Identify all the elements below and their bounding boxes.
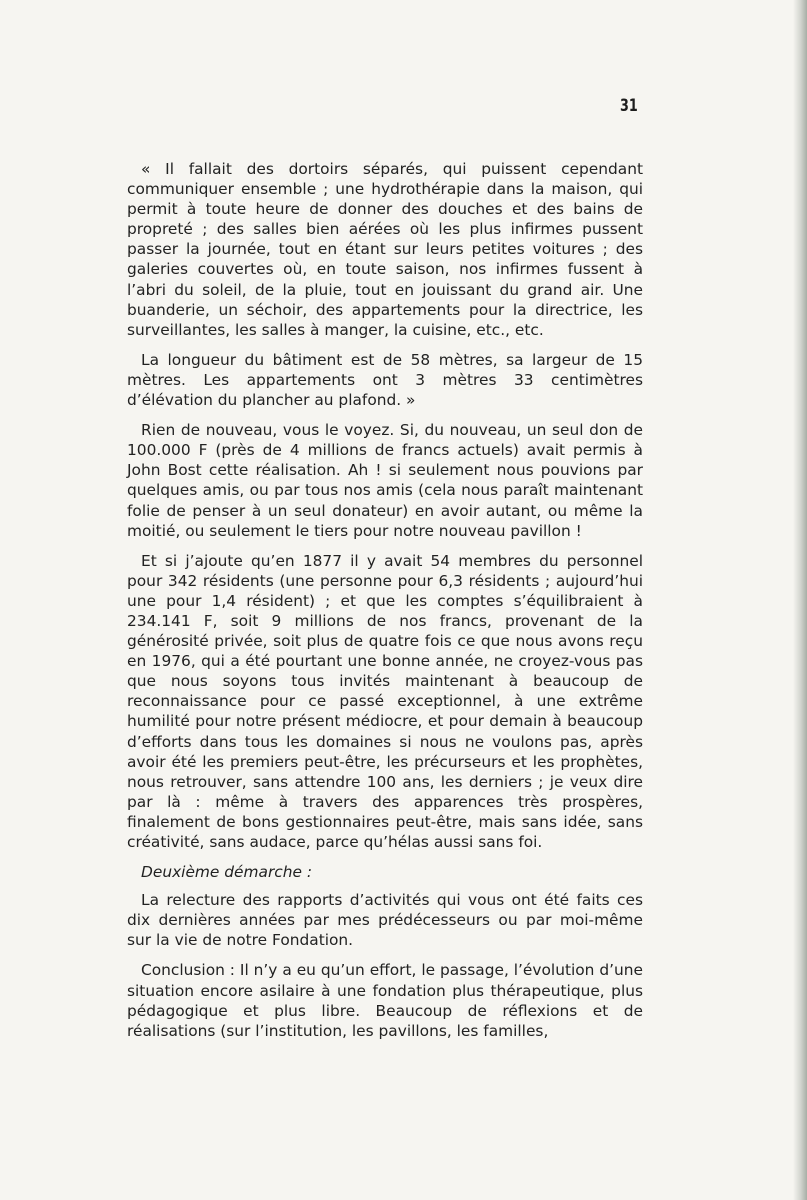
page-edge-shadow	[793, 0, 807, 1200]
paragraph-staff-and-accounts: Et si j’ajoute qu’en 1877 il y avait 54 membres du personnel pour 342 résidents (une personne pour 6,3 résidents ; aujourd’hui une pour 1,4 résident) ; et que les comptes s’équilibraient à 234.141 F, soit 9 millions de nos francs, provenant de la générosité privée, soit plus de quatre fois ce que nous avons reçu en 1976, qui a été pourtant une bonne année, ne croyez-vous pas que nous soyons tous invités maintenant à beaucoup de reconnaissance pour ce passé exceptionnel, à une extrême humilité pour notre présent médiocre, et pour demain à beaucoup d’efforts dans tous les domaines si nous ne voulons pas, après avoir été les premiers peut-être, les précurseurs et les prophètes, nous retrouver, sans attendre 100 ans, les derniers ; je veux dire par là : même à travers des apparences très prospères, finalement de bons gestionnaires peut-être, mais sans idée, sans créativité, sans audace, parce qu’hélas aussi sans foi.	[127, 551, 643, 851]
paragraph-donation: Rien de nouveau, vous le voyez. Si, du nouveau, un seul don de 100.000 F (près de 4 millions de francs actuels) avait permis à John Bost cette réalisation. Ah ! si seulement nous pouvions par quelques amis, ou par tous nos amis (cela nous paraît maintenant folie de penser à un seul donateur) en avoir autant, ou même la moitié, ou seulement le tiers pour notre nouveau pavillon !	[127, 421, 643, 540]
page-number: 31	[620, 96, 638, 116]
body-text	[127, 159, 643, 1051]
section-heading-second-step: Deuxième démarche :	[141, 863, 313, 882]
paragraph-building-dimensions: La longueur du bâtiment est de 58 mètres, sa largeur de 15 mètres. Les appartements ont 3 mètres 33 centimètres d’élévation du plancher au plafond. »	[127, 350, 643, 410]
paragraph-conclusion: Conclusion : Il n’y a eu qu’un effort, le passage, l’évolution d’une situation encore asilaire à une fondation plus thérapeutique, plus pédagogique et plus libre. Beaucoup de réflexions et de réalisations (sur l’institution, les pavillons, les familles,	[127, 961, 643, 1040]
paragraph-quote-dormitories: « Il fallait des dortoirs séparés, qui puissent cependant communiquer ensemble ; une hydrothérapie dans la maison, qui permit à toute heure de donner des douches et des bains de propreté ; des salles bien aérées où les plus infirmes pussent passer la journée, tout en étant sur leurs petites voitures ; des galeries couvertes où, en toute saison, nos infirmes fussent à l’abri du soleil, de la pluie, tout en jouissant du grand air. Une buanderie, un séchoir, des appartements pour la directrice, les surveillantes, les salles à manger, la cuisine, etc., etc.	[127, 160, 643, 339]
paragraph-rereading-reports: La relecture des rapports d’activités qui vous ont été faits ces dix dernières années par mes prédécesseurs ou par moi-même sur la vie de notre Fondation.	[127, 891, 643, 950]
